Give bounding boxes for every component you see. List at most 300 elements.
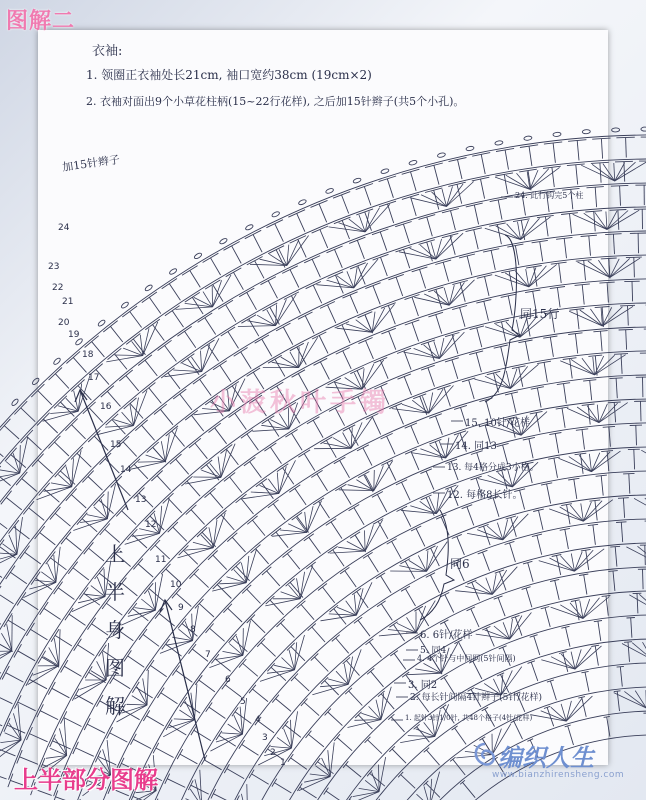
shell-stroke — [291, 720, 292, 748]
row-note: 13. 每4格分成3小格。 — [447, 463, 539, 473]
shell-stroke — [201, 351, 202, 372]
stitch-mark — [142, 425, 155, 440]
stitch-mark — [71, 495, 86, 508]
stitch-mark — [215, 428, 227, 444]
stitch-mark — [252, 689, 268, 702]
chain-loop — [380, 168, 389, 174]
stitch-bar — [428, 287, 443, 292]
stitch-mark — [185, 331, 196, 348]
stitch-bar — [419, 240, 435, 245]
shell-stroke — [588, 261, 610, 277]
shell-stroke — [251, 492, 279, 494]
stitch-bar — [454, 431, 466, 435]
shell-stroke — [195, 684, 197, 720]
header-line-1: 1. 领圈正衣袖处长21cm, 袖口宽约38cm (19cm×2) — [86, 68, 372, 82]
row-number: 11 — [155, 555, 167, 565]
row-note: 15. 10针/花样 — [465, 418, 531, 429]
shell-stroke — [410, 248, 436, 259]
stitch-bar — [50, 507, 61, 519]
stitch-mark — [328, 305, 336, 323]
shell-stroke — [424, 294, 449, 305]
stitch-mark — [537, 388, 541, 408]
stitch-mark — [537, 535, 542, 554]
shell-stroke — [439, 332, 464, 358]
row-number: 16 — [100, 402, 112, 412]
stitch-mark — [274, 783, 291, 793]
stitch-mark — [326, 440, 336, 457]
shell-stroke — [566, 696, 592, 721]
stitch-mark — [643, 569, 644, 589]
shell-stroke — [408, 736, 435, 737]
stitch-mark — [55, 374, 69, 389]
stitch-mark — [156, 748, 174, 758]
shell-stroke — [626, 547, 646, 564]
stitch-mark — [598, 621, 601, 641]
stitch-bar — [452, 534, 462, 538]
shell-stroke — [449, 282, 464, 305]
shell-stroke — [641, 450, 646, 468]
stitch-mark — [173, 527, 187, 541]
stitch-bar — [1, 491, 12, 505]
stitch-mark — [498, 598, 505, 617]
stitch-bar — [414, 724, 420, 729]
stitch-mark — [621, 522, 622, 542]
stitch-bar — [616, 137, 634, 138]
stitch-mark — [387, 436, 395, 454]
stitch-mark — [553, 143, 555, 163]
stitch-mark — [552, 167, 554, 187]
stitch-bar — [627, 618, 635, 619]
shell-stroke — [339, 223, 366, 232]
stitch-mark — [283, 327, 293, 345]
stitch-mark — [550, 337, 553, 357]
stitch-mark — [226, 305, 236, 322]
stitch-mark — [315, 657, 329, 671]
shell-stroke — [351, 418, 372, 449]
stitch-mark — [645, 545, 646, 565]
stitch-mark — [411, 426, 419, 444]
stitch-bar — [601, 451, 613, 452]
shell-stroke — [584, 213, 607, 229]
stitch-mark — [304, 454, 315, 471]
stitch-mark — [130, 312, 142, 328]
stitch-mark — [0, 695, 12, 704]
chain-loop — [271, 211, 280, 218]
chain-loop — [409, 160, 418, 166]
stitch-mark — [434, 165, 439, 184]
shell-stroke — [213, 520, 217, 548]
stitch-bar — [106, 414, 119, 425]
stitch-mark — [577, 141, 579, 161]
stitch-mark — [275, 224, 284, 242]
stitch-bar — [343, 761, 348, 768]
stitch-mark — [252, 520, 265, 536]
stitch-bar — [0, 586, 1, 600]
shell-stroke — [510, 613, 532, 640]
stitch-mark — [194, 730, 211, 741]
shell-stroke — [17, 517, 23, 554]
shell-stroke — [607, 211, 628, 230]
stitch-mark — [562, 408, 565, 428]
stitch-mark — [471, 609, 479, 627]
stitch-mark — [247, 434, 259, 450]
stitch-mark — [276, 699, 291, 712]
row-number: 14 — [120, 465, 132, 475]
stitch-mark — [417, 727, 430, 742]
stitch-bar — [39, 483, 50, 496]
stitch-mark — [577, 309, 579, 329]
stitch-mark — [6, 673, 24, 682]
stitch-mark — [381, 604, 392, 621]
stitch-mark — [469, 380, 475, 399]
stitch-mark — [326, 791, 343, 800]
stitch-bar — [142, 292, 157, 303]
stitch-mark — [392, 749, 406, 763]
stitch-mark — [31, 629, 48, 640]
stitch-bar — [245, 230, 261, 238]
chain-loop — [31, 377, 40, 385]
stitch-mark — [210, 628, 225, 641]
stitch-mark — [586, 550, 589, 570]
shell-stroke — [530, 169, 549, 190]
stitch-mark — [623, 498, 624, 518]
stitch-bar — [54, 582, 63, 595]
stitch-mark — [404, 377, 411, 396]
chain-loop — [120, 301, 129, 309]
stitch-mark — [607, 717, 610, 737]
stitch-mark — [474, 205, 478, 225]
stitch-mark — [388, 204, 394, 223]
stitch-bar — [189, 438, 201, 448]
shell-stroke — [388, 630, 416, 633]
stitch-mark — [22, 479, 37, 492]
stitch-mark — [364, 187, 371, 206]
vertical-char: 身 — [105, 618, 125, 642]
stitch-mark — [570, 359, 573, 379]
stitch-mark — [349, 691, 363, 706]
stitch-bar — [226, 268, 242, 277]
stitch-bar — [593, 331, 607, 332]
stitch-mark — [455, 728, 467, 744]
shell-stroke — [209, 527, 213, 548]
stitch-bar — [108, 348, 122, 359]
shell-stroke — [485, 376, 510, 388]
row-number: 6 — [225, 675, 231, 685]
stitch-mark — [210, 493, 223, 508]
stitch-mark — [405, 561, 415, 579]
chain-loop — [53, 357, 62, 365]
stitch-mark — [634, 449, 635, 469]
stitch-bar — [414, 606, 423, 611]
stitch-mark — [0, 517, 7, 529]
stitch-mark — [404, 249, 410, 268]
shell-stroke — [575, 648, 591, 670]
stitch-mark — [312, 259, 320, 277]
shell-stroke — [216, 655, 243, 659]
stitch-bar — [428, 312, 443, 317]
stitch-mark — [110, 326, 122, 342]
vertical-char: 图 — [105, 656, 125, 680]
stitch-mark — [484, 301, 489, 321]
stitch-mark — [40, 711, 58, 720]
stitch-mark — [301, 605, 314, 620]
stitch-bar — [66, 351, 80, 363]
shell-stroke — [297, 578, 301, 598]
stitch-mark — [615, 547, 617, 567]
stitch-mark — [242, 744, 259, 755]
shell-stroke — [353, 792, 380, 797]
stitch-mark — [370, 773, 385, 786]
stitch-mark — [436, 315, 442, 334]
shell-stroke — [595, 355, 615, 375]
stitch-mark — [18, 651, 35, 661]
stitch-mark — [628, 306, 629, 326]
stitch-mark — [570, 214, 572, 234]
stitch-mark — [589, 236, 591, 256]
stitch-bar — [429, 414, 442, 419]
stitch-mark — [626, 330, 627, 350]
shell-stroke — [614, 163, 615, 181]
stitch-mark — [54, 442, 69, 456]
stitch-bar — [249, 770, 254, 779]
shell-stroke — [176, 307, 213, 310]
shell-stroke — [193, 606, 199, 641]
stitch-mark — [600, 163, 601, 183]
chain-loop — [298, 199, 307, 206]
shell-stroke — [143, 328, 149, 355]
stitch-mark — [504, 174, 508, 194]
shell-stroke — [615, 162, 636, 181]
stitch-mark — [609, 427, 611, 447]
shell-stroke — [238, 326, 276, 327]
shell-stroke — [97, 426, 133, 435]
chain-loop — [612, 128, 620, 132]
chain-loop — [582, 129, 590, 134]
stitch-bar — [31, 572, 40, 585]
stitch-mark — [147, 716, 164, 726]
stitch-mark — [545, 608, 550, 627]
stitch-mark — [157, 476, 171, 491]
stitch-mark — [564, 384, 567, 404]
chain-loop — [11, 398, 19, 407]
stitch-mark — [485, 276, 490, 296]
shell-stroke — [274, 665, 294, 670]
stitch-mark — [514, 721, 523, 739]
stitch-bar — [603, 426, 615, 427]
stitch-mark — [160, 409, 173, 425]
stitch-mark — [110, 733, 128, 742]
shell-stroke — [107, 484, 115, 519]
stitch-mark — [22, 599, 39, 610]
stitch-bar — [145, 319, 160, 330]
stitch-mark — [21, 408, 35, 422]
stitch-bar — [32, 454, 44, 467]
stitch-mark — [18, 702, 36, 711]
stitch-mark — [512, 393, 517, 412]
stitch-mark — [481, 179, 485, 199]
stitch-mark — [159, 614, 175, 627]
stitch-mark — [372, 417, 381, 435]
stitch-mark — [369, 642, 381, 658]
stitch-bar — [211, 789, 216, 798]
stitch-mark — [0, 593, 14, 604]
stitch-bar — [604, 716, 610, 717]
stitch-mark — [287, 554, 300, 570]
stitch-bar — [138, 355, 152, 366]
stitch-mark — [540, 242, 543, 262]
brace-same15 — [485, 235, 520, 402]
shell-stroke — [467, 533, 503, 539]
shell-stroke — [28, 666, 59, 685]
stitch-mark — [261, 643, 276, 657]
stitch-mark — [250, 462, 262, 478]
shell-stroke — [575, 550, 594, 571]
stitch-bar — [601, 258, 617, 259]
stitch-mark — [309, 537, 321, 553]
stitch-mark — [319, 204, 327, 223]
stitch-mark — [76, 748, 94, 756]
stitch-mark — [149, 388, 162, 404]
stitch-mark — [601, 476, 603, 496]
stitch-mark — [547, 484, 551, 504]
stitch-bar — [35, 526, 45, 539]
stitch-mark — [291, 758, 307, 770]
stitch-mark — [194, 574, 209, 588]
stitch-mark — [491, 250, 495, 270]
row-number: 9 — [178, 603, 184, 613]
stitch-bar — [599, 282, 614, 283]
stitch-mark — [525, 341, 529, 361]
stitch-mark — [354, 508, 364, 525]
stitch-mark — [420, 269, 426, 288]
stitch-bar — [100, 524, 110, 536]
chain-loop — [641, 127, 646, 131]
shell-stroke — [624, 691, 646, 708]
stitch-bar — [591, 162, 609, 163]
stitch-bar — [616, 522, 626, 523]
stitch-bar — [188, 780, 193, 790]
stitch-mark — [436, 416, 443, 435]
stitch-mark — [534, 636, 540, 655]
stitch-mark — [199, 680, 215, 692]
stitch-mark — [505, 150, 508, 170]
stitch-bar — [421, 340, 435, 345]
stitch-mark — [328, 712, 343, 726]
stitch-bar — [224, 242, 240, 251]
stitch-mark — [43, 419, 57, 433]
stitch-mark — [256, 549, 269, 564]
shell-stroke — [541, 711, 567, 721]
shell-stroke — [583, 501, 602, 522]
stitch-mark — [133, 739, 151, 748]
stitch-mark — [232, 246, 242, 264]
shell-stroke — [253, 429, 289, 431]
chain-loop — [553, 132, 561, 137]
shell-stroke — [299, 347, 300, 368]
shell-stroke — [16, 526, 17, 554]
stitch-mark — [574, 479, 577, 499]
chain-loop — [466, 146, 475, 152]
stitch-mark — [69, 614, 86, 625]
shell-stroke — [330, 551, 366, 553]
stitch-mark — [381, 257, 388, 276]
stitch-mark — [211, 258, 221, 275]
stitch-bar — [103, 321, 117, 332]
shell-stroke — [583, 598, 600, 619]
stitch-mark — [441, 517, 449, 535]
stitch-mark — [483, 552, 490, 571]
stitch-mark — [313, 285, 322, 303]
row-note: 2. 每长针间隔4针辫子(5针/花样) — [410, 693, 542, 703]
shell-stroke — [161, 441, 165, 461]
stitch-bar — [390, 651, 398, 656]
row-note: 3. 同2 — [408, 680, 438, 691]
shell-stroke — [521, 218, 540, 239]
row-note: 6. 6针/花样 — [420, 630, 473, 641]
stitch-mark — [209, 707, 226, 718]
stitch-mark — [165, 345, 177, 361]
vertical-char: 上 — [105, 542, 125, 566]
stitch-bar — [411, 526, 421, 531]
shell-stroke — [147, 670, 148, 705]
stitch-mark — [262, 339, 272, 356]
stitch-mark — [213, 285, 223, 302]
stitch-mark — [88, 477, 103, 491]
stitch-bar — [608, 571, 617, 572]
stitch-bar — [165, 306, 180, 316]
stitch-mark — [180, 394, 192, 410]
stitch-mark — [582, 697, 587, 716]
stitch-mark — [25, 552, 41, 564]
shell-stroke — [276, 294, 297, 325]
arrow-head — [75, 390, 87, 402]
row-number: 23 — [48, 262, 60, 272]
stitch-bar — [426, 546, 436, 551]
stitch-mark — [555, 434, 558, 454]
stitch-bar — [467, 607, 476, 611]
stitch-mark — [453, 759, 465, 775]
stitch-mark — [378, 521, 388, 539]
stitch-bar — [85, 336, 99, 348]
shell-stroke — [475, 379, 511, 388]
stitch-bar — [101, 386, 114, 398]
shell-stroke — [279, 466, 286, 493]
stitch-mark — [426, 750, 439, 765]
stitch-bar — [596, 475, 607, 476]
stitch-bar — [247, 368, 261, 376]
stitch-mark — [481, 154, 485, 174]
shell-stroke — [421, 195, 447, 207]
stitch-mark — [38, 460, 53, 473]
stitch-mark — [436, 289, 442, 308]
stitch-mark — [290, 270, 299, 288]
stitch-mark — [575, 334, 577, 354]
stitch-mark — [477, 328, 482, 347]
stitch-bar — [401, 586, 410, 591]
header-line-2: 2. 衣袖对面出9个小草花柱柄(15~22行花样), 之后加15针辫子(共5个小孔)。 — [86, 95, 465, 108]
shell-stroke — [200, 770, 202, 800]
shell-stroke — [174, 719, 195, 720]
shell-stroke — [424, 786, 430, 800]
stitch-bar — [272, 779, 277, 787]
row-number: 5 — [240, 697, 246, 707]
stitch-mark — [66, 538, 82, 551]
shell-stroke — [35, 580, 56, 582]
stitch-mark — [631, 618, 632, 638]
stitch-mark — [4, 426, 19, 439]
stitch-mark — [77, 453, 91, 467]
shell-stroke — [485, 630, 510, 639]
